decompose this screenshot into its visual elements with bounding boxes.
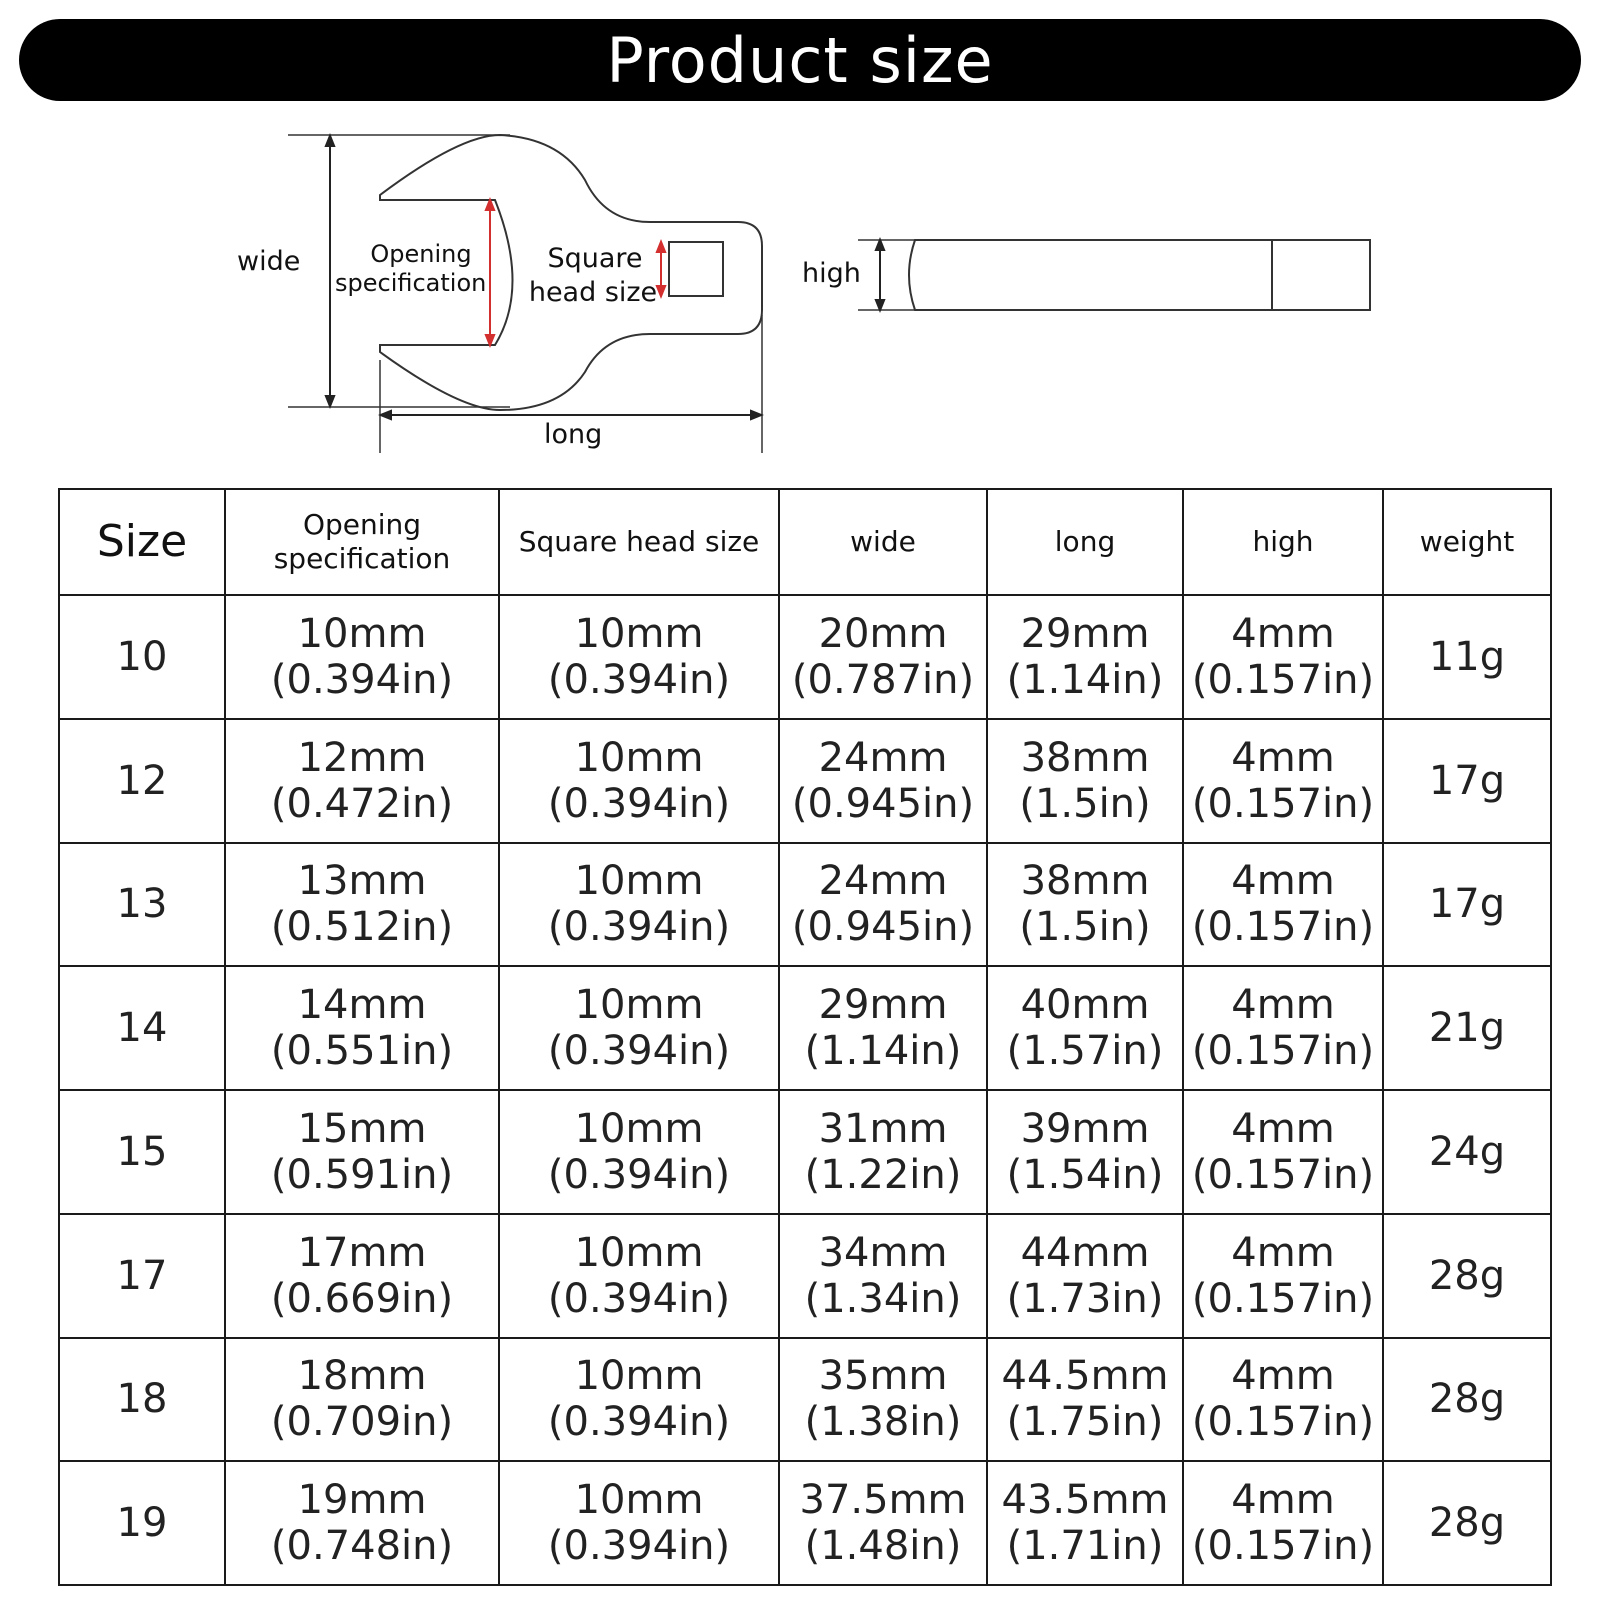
cell-high: [1183, 595, 1383, 719]
cell-long-mm: 44.5mm: [1001, 1353, 1169, 1400]
cell-high-in: (0.157in): [1191, 1399, 1375, 1446]
table-row: [59, 843, 1551, 967]
cell-weight: 11g: [1383, 595, 1551, 719]
cell-high: [1183, 1338, 1383, 1462]
table-row: [59, 1214, 1551, 1338]
cell-high-in: (0.157in): [1191, 904, 1375, 951]
cell-size: 15: [59, 1090, 225, 1214]
cell-size: 14: [59, 966, 225, 1090]
label-opening-line1: Opening: [370, 240, 472, 268]
cell-square: [499, 843, 779, 967]
cell-wide-mm: 35mm: [818, 1353, 948, 1400]
cell-square-in: (0.394in): [547, 1028, 731, 1075]
header-square-head: Square head size: [499, 489, 779, 595]
cell-opening-mm: 17mm: [297, 1229, 427, 1276]
cell-opening: [225, 1461, 499, 1585]
cell-square-mm: 10mm: [574, 1105, 704, 1152]
cell-long: [987, 719, 1183, 843]
cell-square-in: (0.394in): [547, 1399, 731, 1446]
title-banner: [19, 19, 1581, 101]
cell-opening: [225, 843, 499, 967]
header-weight: weight: [1383, 489, 1551, 595]
cell-wide: [779, 843, 987, 967]
cell-high-mm: 4mm: [1231, 982, 1335, 1029]
cell-opening: [225, 1090, 499, 1214]
cell-wide: [779, 1338, 987, 1462]
cell-high-mm: 4mm: [1231, 734, 1335, 781]
cell-opening: [225, 966, 499, 1090]
cell-opening-in: (0.472in): [270, 780, 454, 827]
cell-weight: 28g: [1383, 1461, 1551, 1585]
cell-long-in: (1.14in): [1006, 656, 1164, 703]
cell-long-in: (1.73in): [1006, 1275, 1164, 1322]
cell-long-in: (1.5in): [1019, 780, 1151, 827]
cell-weight: 28g: [1383, 1214, 1551, 1338]
cell-opening-mm: 18mm: [297, 1353, 427, 1400]
cell-long-mm: 39mm: [1020, 1105, 1150, 1152]
table-row: [59, 595, 1551, 719]
cell-long: [987, 1214, 1183, 1338]
cell-square-mm: 10mm: [574, 1477, 704, 1524]
cell-opening-in: (0.709in): [270, 1399, 454, 1446]
label-opening-line2: specification: [335, 269, 487, 297]
cell-weight: 24g: [1383, 1090, 1551, 1214]
cell-long-mm: 38mm: [1020, 858, 1150, 905]
cell-long-in: (1.54in): [1006, 1151, 1164, 1198]
cell-opening-in: (0.591in): [270, 1151, 454, 1198]
cell-square-mm: 10mm: [574, 1229, 704, 1276]
cell-wide-in: (1.38in): [804, 1399, 962, 1446]
cell-weight: 17g: [1383, 719, 1551, 843]
wrench-diagram: [0, 120, 1600, 470]
cell-square-in: (0.394in): [547, 1523, 731, 1570]
cell-square-in: (0.394in): [547, 780, 731, 827]
cell-opening-mm: 12mm: [297, 734, 427, 781]
cell-opening-in: (0.669in): [270, 1275, 454, 1322]
cell-square: [499, 966, 779, 1090]
cell-high-mm: 4mm: [1231, 610, 1335, 657]
cell-size: 10: [59, 595, 225, 719]
cell-wide-mm: 29mm: [818, 982, 948, 1029]
label-high: high: [802, 258, 861, 289]
cell-long: [987, 1338, 1183, 1462]
cell-wide-in: (0.945in): [791, 904, 975, 951]
cell-high: [1183, 843, 1383, 967]
cell-high-in: (0.157in): [1191, 1523, 1375, 1570]
dimension-diagram: [0, 120, 1600, 470]
cell-long: [987, 966, 1183, 1090]
cell-square: [499, 1338, 779, 1462]
cell-long-in: (1.75in): [1006, 1399, 1164, 1446]
header-wide: wide: [779, 489, 987, 595]
cell-opening-in: (0.512in): [270, 904, 454, 951]
cell-opening-in: (0.748in): [270, 1523, 454, 1570]
cell-long-in: (1.71in): [1006, 1523, 1164, 1570]
cell-square-mm: 10mm: [574, 858, 704, 905]
cell-high: [1183, 966, 1383, 1090]
label-square-line1: Square: [547, 243, 643, 274]
header-size: Size: [59, 489, 225, 595]
cell-high-mm: 4mm: [1231, 858, 1335, 905]
cell-wide-in: (1.22in): [804, 1151, 962, 1198]
cell-high-in: (0.157in): [1191, 1028, 1375, 1075]
table-row: [59, 1338, 1551, 1462]
cell-opening: [225, 1338, 499, 1462]
cell-square-in: (0.394in): [547, 1275, 731, 1322]
cell-long-in: (1.57in): [1006, 1028, 1164, 1075]
cell-long-mm: 29mm: [1020, 610, 1150, 657]
header-long: long: [987, 489, 1183, 595]
cell-square-mm: 10mm: [574, 610, 704, 657]
cell-opening: [225, 595, 499, 719]
cell-weight: 28g: [1383, 1338, 1551, 1462]
header-opening-line2: specification: [273, 542, 451, 575]
cell-square-mm: 10mm: [574, 1353, 704, 1400]
cell-opening-mm: 15mm: [297, 1105, 427, 1152]
header-opening: [225, 489, 499, 595]
cell-square-in: (0.394in): [547, 1151, 731, 1198]
cell-size: 17: [59, 1214, 225, 1338]
cell-high-in: (0.157in): [1191, 1151, 1375, 1198]
cell-opening-in: (0.551in): [270, 1028, 454, 1075]
cell-wide-mm: 31mm: [818, 1105, 948, 1152]
table-row: [59, 719, 1551, 843]
cell-square: [499, 1461, 779, 1585]
cell-wide-in: (1.48in): [804, 1523, 962, 1570]
cell-size: 19: [59, 1461, 225, 1585]
size-table: [58, 488, 1552, 1586]
cell-wide-in: (1.14in): [804, 1028, 962, 1075]
cell-wide: [779, 1461, 987, 1585]
cell-long-mm: 38mm: [1020, 734, 1150, 781]
header-high: high: [1183, 489, 1383, 595]
cell-wide-in: (0.945in): [791, 780, 975, 827]
cell-weight: 17g: [1383, 843, 1551, 967]
cell-opening-mm: 14mm: [297, 982, 427, 1029]
cell-high-in: (0.157in): [1191, 656, 1375, 703]
cell-opening: [225, 1214, 499, 1338]
cell-square-mm: 10mm: [574, 734, 704, 781]
cell-wide: [779, 595, 987, 719]
cell-wide: [779, 1090, 987, 1214]
cell-wide-mm: 24mm: [818, 858, 948, 905]
cell-wide-mm: 20mm: [818, 610, 948, 657]
cell-long: [987, 1461, 1183, 1585]
cell-long: [987, 1090, 1183, 1214]
cell-wide-mm: 34mm: [818, 1229, 948, 1276]
label-square-line2: head size: [528, 277, 658, 308]
cell-wide-mm: 24mm: [818, 734, 948, 781]
label-wide: wide: [237, 246, 301, 277]
cell-opening: [225, 719, 499, 843]
cell-size: 12: [59, 719, 225, 843]
cell-long-mm: 44mm: [1020, 1229, 1150, 1276]
cell-high: [1183, 1214, 1383, 1338]
cell-high-mm: 4mm: [1231, 1105, 1335, 1152]
label-long: long: [544, 419, 603, 450]
cell-square: [499, 719, 779, 843]
square-head-shape: [669, 242, 723, 296]
cell-wide: [779, 719, 987, 843]
cell-high: [1183, 1090, 1383, 1214]
cell-wide: [779, 966, 987, 1090]
cell-size: 13: [59, 843, 225, 967]
cell-opening-in: (0.394in): [270, 656, 454, 703]
table-header-row: [59, 489, 1551, 595]
page-title: Product size: [606, 23, 994, 97]
cell-long: [987, 595, 1183, 719]
cell-high-mm: 4mm: [1231, 1477, 1335, 1524]
cell-long: [987, 843, 1183, 967]
cell-square: [499, 1214, 779, 1338]
cell-opening-mm: 13mm: [297, 858, 427, 905]
cell-weight: 21g: [1383, 966, 1551, 1090]
cell-high-in: (0.157in): [1191, 780, 1375, 827]
cell-opening-mm: 19mm: [297, 1477, 427, 1524]
table-row: [59, 1090, 1551, 1214]
cell-high: [1183, 1461, 1383, 1585]
cell-opening-mm: 10mm: [297, 610, 427, 657]
cell-high-mm: 4mm: [1231, 1353, 1335, 1400]
cell-wide: [779, 1214, 987, 1338]
cell-square: [499, 595, 779, 719]
cell-high-mm: 4mm: [1231, 1229, 1335, 1276]
side-view-shape: [909, 240, 1370, 310]
cell-wide-in: (0.787in): [791, 656, 975, 703]
cell-long-mm: 43.5mm: [1001, 1477, 1169, 1524]
cell-high: [1183, 719, 1383, 843]
cell-high-in: (0.157in): [1191, 1275, 1375, 1322]
cell-size: 18: [59, 1338, 225, 1462]
cell-long-in: (1.5in): [1019, 904, 1151, 951]
cell-square-in: (0.394in): [547, 904, 731, 951]
cell-square-in: (0.394in): [547, 656, 731, 703]
table-row: [59, 966, 1551, 1090]
header-opening-line1: Opening: [302, 508, 422, 542]
cell-wide-in: (1.34in): [804, 1275, 962, 1322]
table-row: [59, 1461, 1551, 1585]
cell-square-mm: 10mm: [574, 982, 704, 1029]
cell-square: [499, 1090, 779, 1214]
cell-wide-mm: 37.5mm: [799, 1477, 967, 1524]
cell-long-mm: 40mm: [1020, 982, 1150, 1029]
